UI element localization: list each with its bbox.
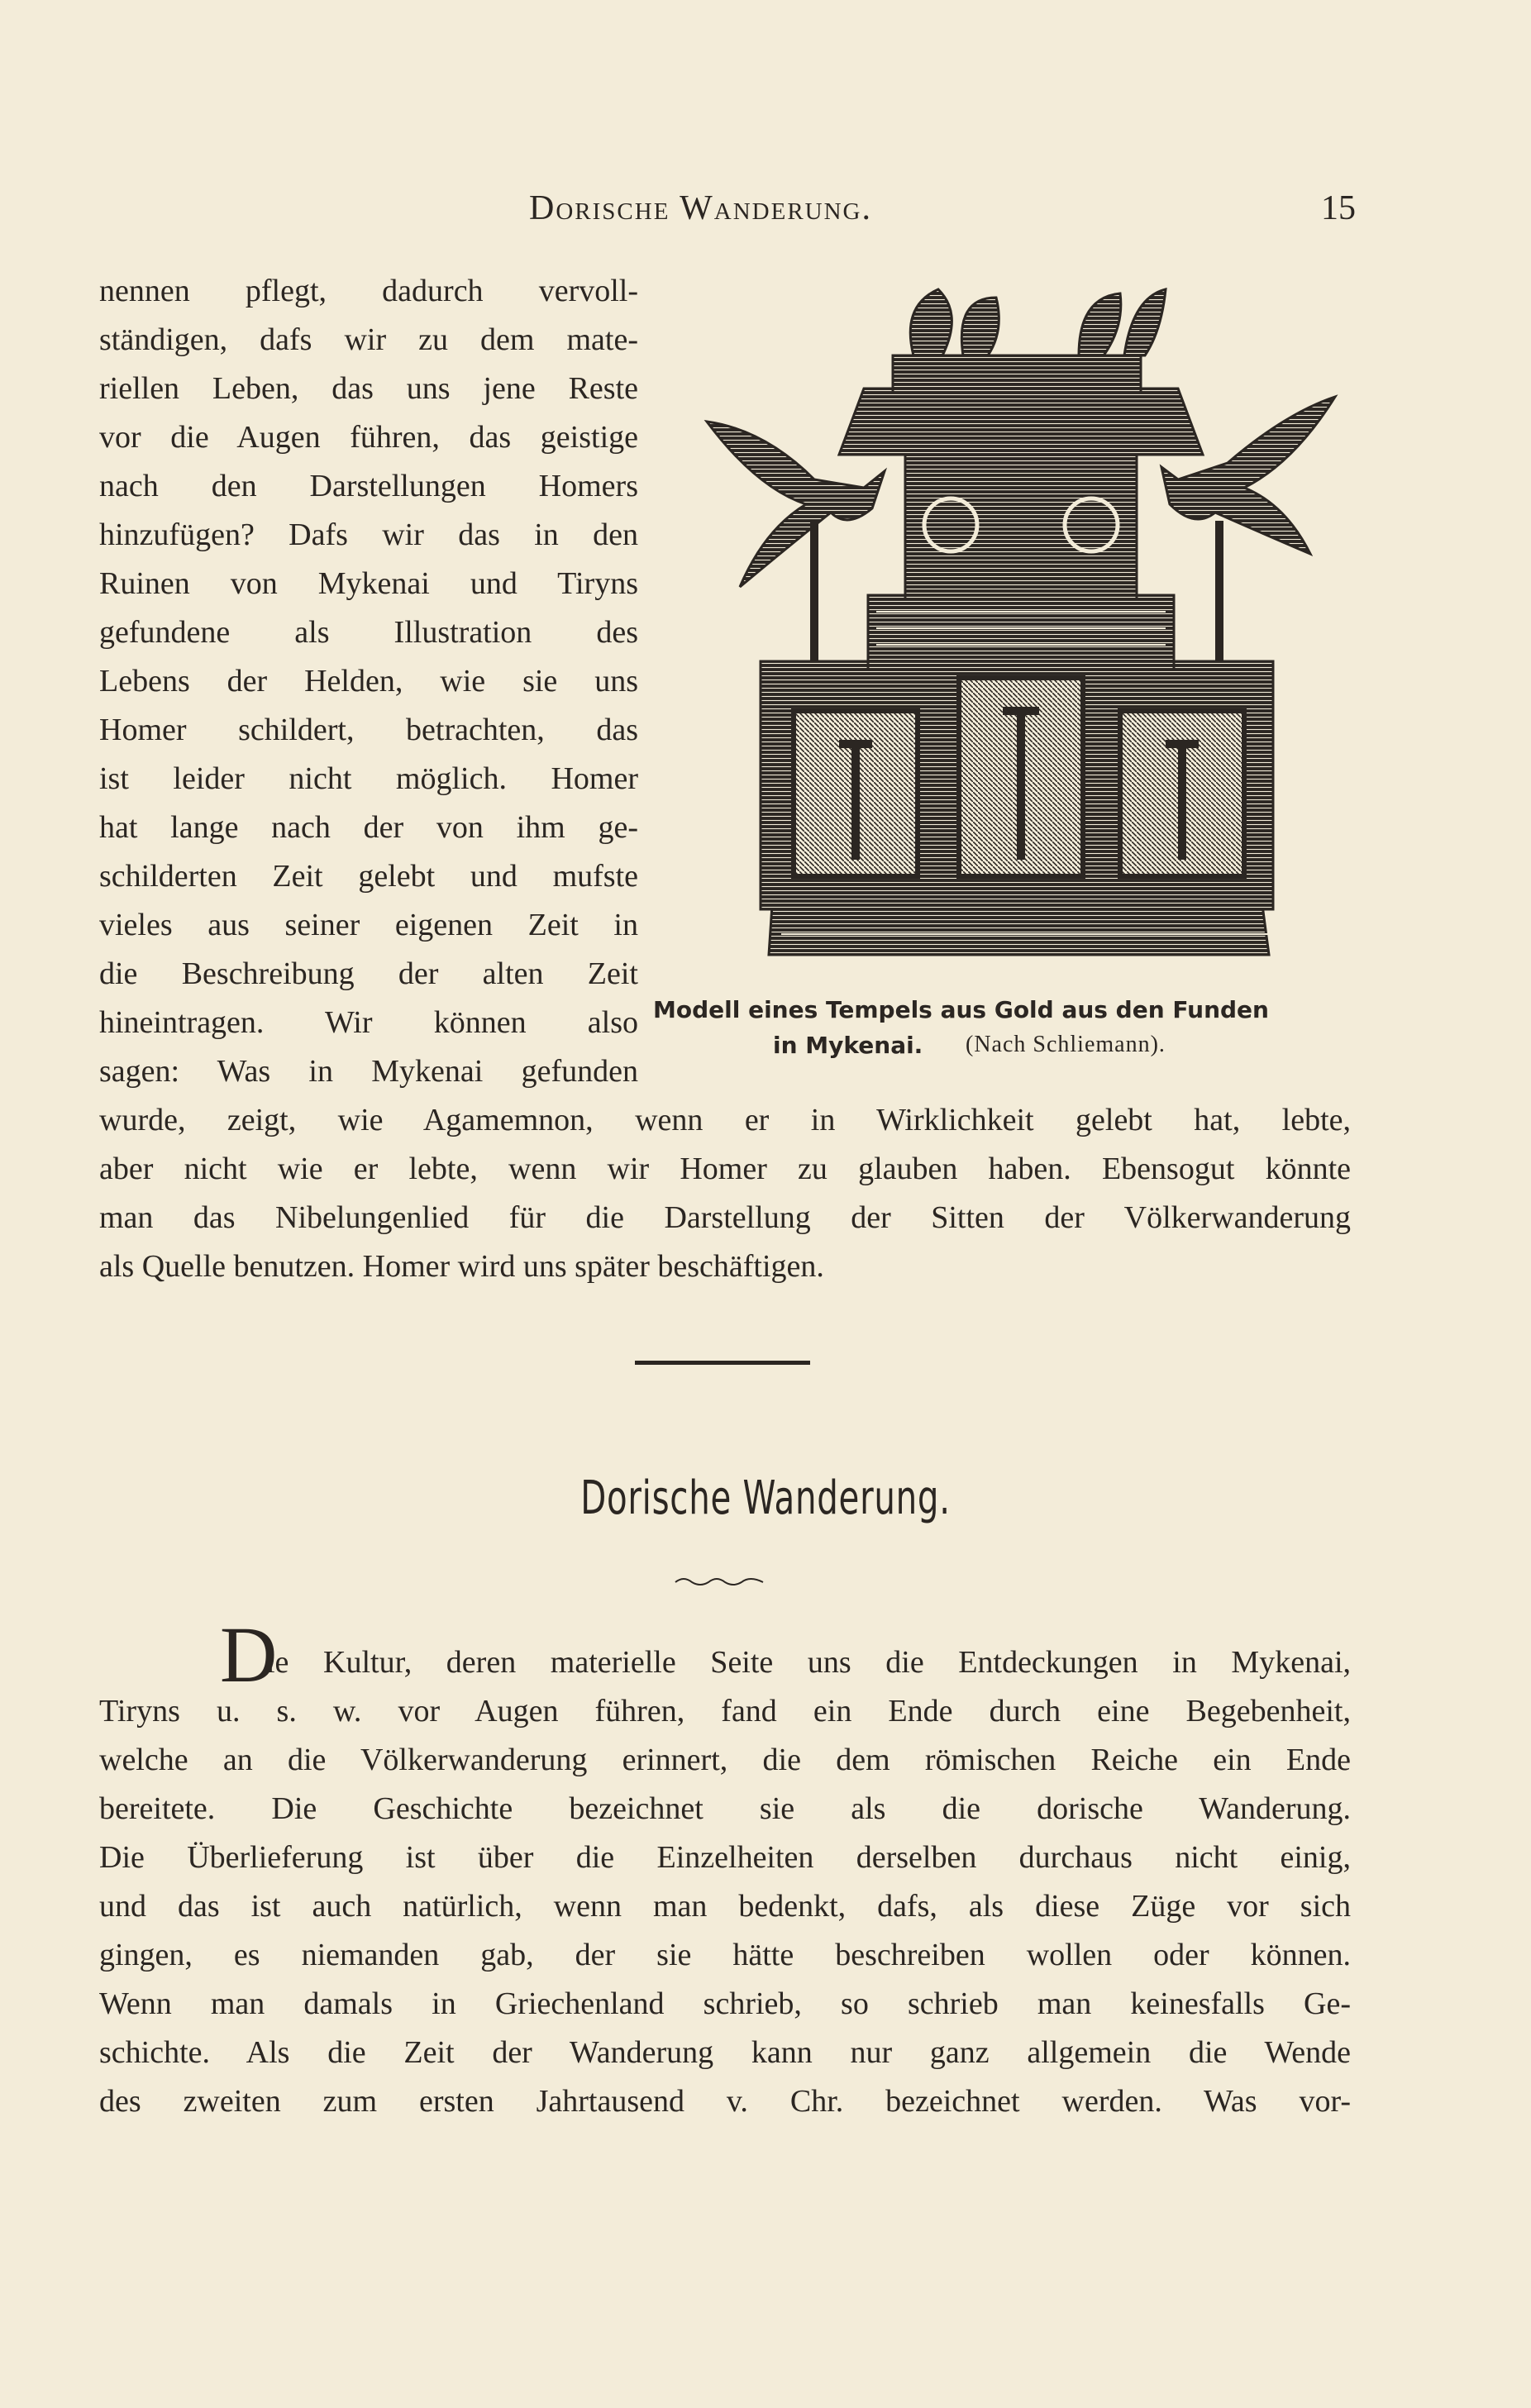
text-line: schichte. Als die Zeit der Wanderung kann nur ganz allgemein die Wende	[99, 2035, 1351, 2070]
temple-model-illustration	[690, 281, 1352, 984]
text-line: aber nicht wie er lebte, wenn wir Homer zu glauben haben. Ebensogut könnte	[99, 1152, 1351, 1186]
text-line: schilderten Zeit gelebt und mufste	[99, 859, 638, 894]
section-heading: Dorische Wanderung.	[580, 1471, 951, 1525]
text-line: als Quelle benutzen. Homer wird uns später beschäftigen.	[99, 1249, 824, 1284]
text-line: Wenn man damals in Griechenland schrieb, so schrieb man keinesfalls Ge-	[99, 1986, 1351, 2021]
text-line: vor die Augen führen, das geistige	[99, 420, 638, 455]
text-line: Tiryns u. s. w. vor Augen führen, fand ein Ende durch eine Begebenheit,	[99, 1694, 1351, 1729]
text-line: Ruinen von Mykenai und Tiryns	[99, 566, 638, 601]
running-head: Dorische Wanderung.	[529, 189, 872, 227]
text-line: bereitete. Die Geschichte bezeichnet sie als die dorische Wanderung.	[99, 1791, 1351, 1826]
text-line: ie Kultur, deren materielle Seite uns die Entdeckungen in Mykenai,	[266, 1645, 1351, 1680]
text-line: ist leider nicht möglich. Homer	[99, 761, 638, 796]
text-line: gefundene als Illustration des	[99, 615, 638, 650]
text-line: sagen: Was in Mykenai gefunden	[99, 1054, 638, 1089]
text-line: riellen Leben, das uns jene Reste	[99, 371, 638, 406]
text-line: die Beschreibung der alten Zeit	[99, 956, 638, 991]
text-line: Die Überlieferung ist über die Einzelheiten derselben durchaus nicht einig,	[99, 1840, 1351, 1875]
text-line: des zweiten zum ersten Jahrtausend v. Chr. bezeichnet werden. Was vor-	[99, 2084, 1351, 2119]
text-line: hat lange nach der von ihm ge-	[99, 810, 638, 845]
page-number: 15	[1321, 189, 1356, 227]
text-line: Lebens der Helden, wie sie uns	[99, 664, 638, 699]
text-line: Homer schildert, betrachten, das	[99, 713, 638, 747]
text-line: man das Nibelungenlied für die Darstellung der Sitten der Völkerwanderung	[99, 1200, 1351, 1235]
drop-cap: D	[220, 1610, 278, 1699]
text-line: vieles aus seiner eigenen Zeit in	[99, 908, 638, 942]
text-line: und das ist auch natürlich, wenn man bedenkt, dafs, als diese Züge vor sich	[99, 1889, 1351, 1924]
text-line: hinzufügen? Dafs wir das in den	[99, 517, 638, 552]
text-line: nach den Darstellungen Homers	[99, 469, 638, 503]
figure-caption-source: (Nach Schliemann).	[966, 1032, 1166, 1057]
text-line: hineintragen. Wir können also	[99, 1005, 638, 1040]
text-line: nennen pflegt, dadurch vervoll-	[99, 274, 638, 308]
text-line: gingen, es niemanden gab, der sie hätte beschreiben wollen oder können.	[99, 1938, 1351, 1972]
ornament-flourish	[674, 1576, 765, 1587]
section-divider	[635, 1361, 810, 1365]
text-line: welche an die Völkerwanderung erinnert, die dem römischen Reiche ein Ende	[99, 1743, 1351, 1777]
text-line: ständigen, dafs wir zu dem mate-	[99, 322, 638, 357]
text-line: wurde, zeigt, wie Agamemnon, wenn er in Wirklichkeit gelebt hat, lebte,	[99, 1103, 1351, 1137]
figure-caption: Modell eines Tempels aus Gold aus den Funden	[653, 996, 1269, 1023]
figure-caption-place: in Mykenai.	[773, 1032, 923, 1059]
